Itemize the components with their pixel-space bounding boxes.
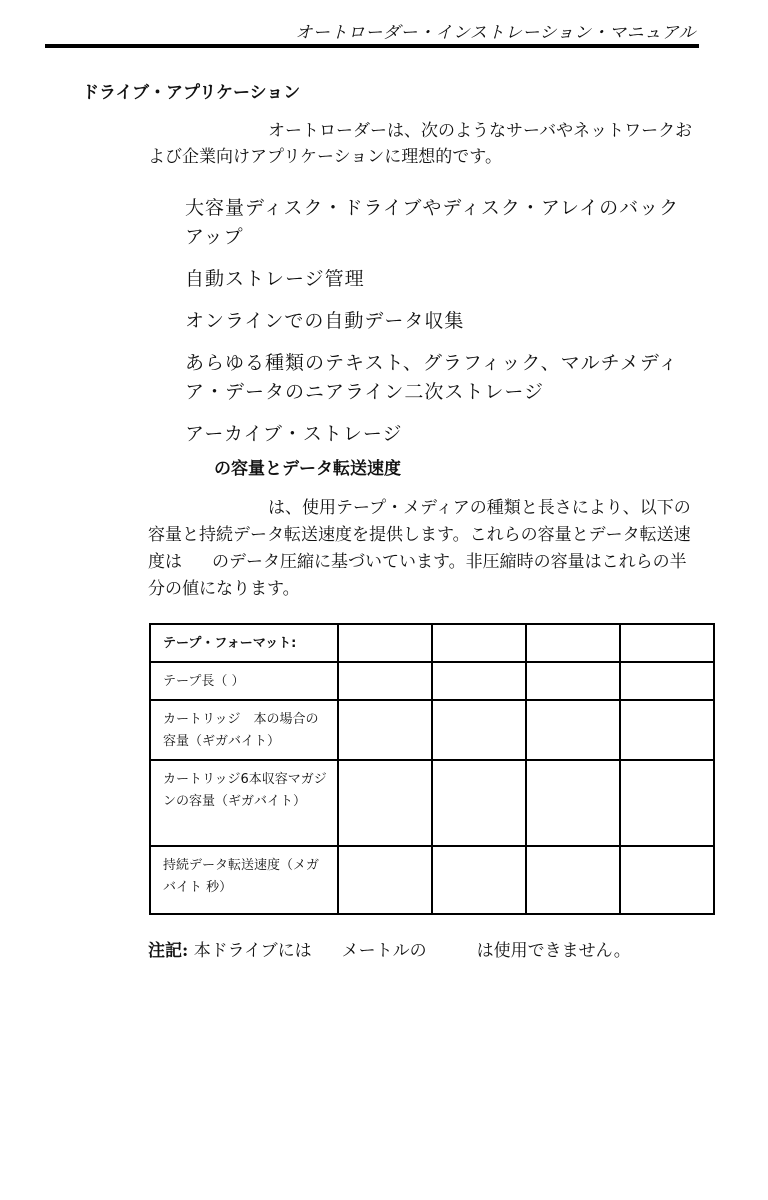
table-row	[150, 846, 714, 914]
running-header-title: オートローダー・インストレーション・マニュアル	[295, 23, 696, 43]
table-row	[150, 662, 714, 700]
table-cell	[338, 760, 432, 846]
table-row	[150, 624, 714, 662]
table-cell	[338, 846, 432, 914]
table-cell	[620, 846, 714, 914]
table-cell	[620, 624, 714, 662]
table-cell	[526, 760, 620, 846]
table-cell	[432, 700, 526, 760]
list-item: 自動ストレージ管理	[185, 268, 365, 290]
table-cell	[338, 662, 432, 700]
capacity-text-part2: のデータ圧縮に基づいています。非圧縮時の容量はこれらの半分の値になります。	[148, 552, 687, 599]
table-cell	[432, 760, 526, 846]
note-text-part1: 本ドライブには	[193, 941, 312, 961]
table-cell	[526, 624, 620, 662]
list-item: 大容量ディスク・ドライブやディスク・アレイのバックアップ	[185, 197, 680, 248]
table-cell	[620, 662, 714, 700]
list-item: あらゆる種類のテキスト、グラフィック、マルチメディア・データのニアライン二次ストレージ	[185, 352, 679, 403]
capacity-heading: の容量とデータ転送速度	[214, 459, 401, 479]
capacity-paragraph	[148, 495, 693, 603]
table-cell	[620, 760, 714, 846]
table-row-label: 持続データ転送速度（メガバイト 秒）	[150, 846, 338, 914]
application-list	[185, 194, 690, 462]
table-row	[150, 700, 714, 760]
list-item: アーカイブ・ストレージ	[185, 423, 403, 445]
table-cell	[432, 662, 526, 700]
table-row-label: テープ・フォーマット:	[150, 624, 338, 662]
note-label: 注記:	[148, 941, 189, 961]
table-cell	[432, 624, 526, 662]
table-row-label: テープ長（ ）	[150, 662, 338, 700]
table-cell	[620, 700, 714, 760]
note	[148, 936, 631, 961]
table-row-label: カートリッジ 本の場合の容量（ギガバイト）	[150, 700, 338, 760]
note-text-part2: メートルの	[341, 941, 427, 961]
table-cell	[432, 846, 526, 914]
note-text-part3: は使用できません。	[476, 941, 631, 961]
intro-paragraph	[148, 118, 693, 170]
table-row	[150, 760, 714, 846]
list-item: オンラインでの自動データ収集	[185, 310, 465, 332]
intro-text: オートローダーは、次のようなサーバやネットワークおよび企業向けアプリケーションに理想的です。	[148, 121, 693, 167]
header-rule	[45, 44, 699, 48]
table-cell	[526, 846, 620, 914]
table-cell	[526, 700, 620, 760]
spec-table	[149, 623, 715, 915]
section-heading: ドライブ・アプリケーション	[82, 83, 301, 103]
table-cell	[526, 662, 620, 700]
table-cell	[338, 624, 432, 662]
table-row-label: カートリッジ6本収容マガジンの容量（ギガバイト）	[150, 760, 338, 846]
table-cell	[338, 700, 432, 760]
capacity-text-part1: は、使用テープ・メディアの種類と長さにより、以下の容量と持続データ転送速度を提供します。これらの容量とデータ転送速度は	[148, 498, 691, 572]
